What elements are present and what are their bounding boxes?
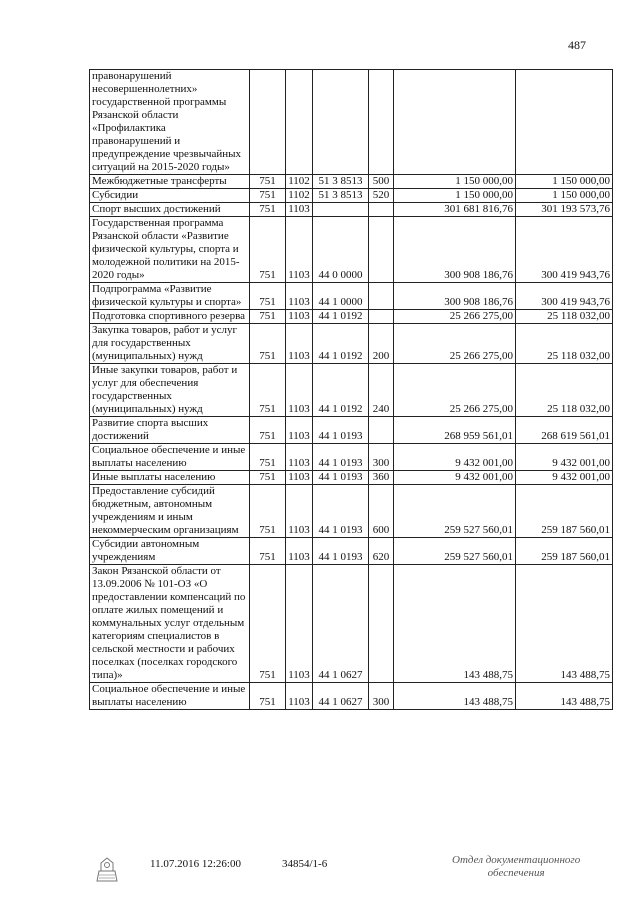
ministry-code-cell: 751 (250, 217, 286, 283)
section-code-cell: 1103 (286, 485, 313, 538)
table-row (90, 310, 613, 324)
ministry-code-cell: 751 (250, 565, 286, 683)
target-article-cell (313, 70, 369, 175)
section-code-cell: 1102 (286, 189, 313, 203)
row-name-cell: Закупка товаров, работ и услуг для государственных (муниципальных) нужд (90, 324, 250, 364)
expense-type-cell (369, 217, 394, 283)
amount-2017-cell: 25 118 032,00 (516, 364, 613, 417)
target-article-cell: 44 1 0627 (313, 683, 369, 710)
footer-datetime: 11.07.2016 12:26:00 (150, 858, 241, 870)
ministry-code-cell: 751 (250, 175, 286, 189)
ministry-code-cell: 751 (250, 203, 286, 217)
expense-type-cell: 520 (369, 189, 394, 203)
row-name-cell: правонарушений несовершеннолетних» государственной программы Рязанской области «Профилактика правонарушений и предупреждение чрезвычайных ситуаций на 2015-2020 годы» (90, 70, 250, 175)
table-row (90, 485, 613, 538)
ministry-code-cell: 751 (250, 471, 286, 485)
row-name-cell: Иные выплаты населению (90, 471, 250, 485)
section-code-cell: 1103 (286, 283, 313, 310)
table-row (90, 189, 613, 203)
amount-2016-cell: 268 959 561,01 (394, 417, 516, 444)
table-row (90, 565, 613, 683)
page-number: 487 (568, 38, 586, 52)
amount-2017-cell: 259 187 560,01 (516, 538, 613, 565)
target-article-cell: 44 1 0193 (313, 471, 369, 485)
expense-type-cell (369, 310, 394, 324)
amount-2017-cell: 300 419 943,76 (516, 217, 613, 283)
section-code-cell: 1103 (286, 217, 313, 283)
target-article-cell: 44 1 0193 (313, 485, 369, 538)
amount-2017-cell: 9 432 001,00 (516, 471, 613, 485)
section-code-cell: 1102 (286, 175, 313, 189)
section-code-cell: 1103 (286, 565, 313, 683)
row-name-cell: Подготовка спортивного резерва (90, 310, 250, 324)
row-name-cell: Закон Рязанской области от 13.09.2006 № 101-ОЗ «О предоставлении компенсаций по оплате жилых помещений и коммунальных услуг отдельным категориям специалистов в сельской местности и рабочих поселках (поселках городского типа)» (90, 565, 250, 683)
table-row (90, 683, 613, 710)
expense-type-cell: 500 (369, 175, 394, 189)
expense-type-cell: 200 (369, 324, 394, 364)
expense-type-cell (369, 565, 394, 683)
amount-2016-cell: 301 681 816,76 (394, 203, 516, 217)
amount-2017-cell: 25 118 032,00 (516, 324, 613, 364)
expense-type-cell (369, 417, 394, 444)
amount-2017-cell: 1 150 000,00 (516, 189, 613, 203)
amount-2016-cell: 259 527 560,01 (394, 485, 516, 538)
table-row (90, 283, 613, 310)
expense-type-cell: 240 (369, 364, 394, 417)
amount-2016-cell: 9 432 001,00 (394, 444, 516, 471)
target-article-cell: 44 1 0192 (313, 324, 369, 364)
section-code-cell: 1103 (286, 417, 313, 444)
section-code-cell: 1103 (286, 310, 313, 324)
ministry-code-cell: 751 (250, 364, 286, 417)
amount-2016-cell: 25 266 275,00 (394, 310, 516, 324)
coat-of-arms-icon (93, 853, 121, 883)
table-row (90, 417, 613, 444)
amount-2016-cell (394, 70, 516, 175)
table-row (90, 203, 613, 217)
table-row (90, 324, 613, 364)
target-article-cell: 51 3 8513 (313, 175, 369, 189)
table-row (90, 175, 613, 189)
table-row (90, 538, 613, 565)
amount-2017-cell: 300 419 943,76 (516, 283, 613, 310)
budget-table-body (90, 70, 613, 710)
section-code-cell: 1103 (286, 471, 313, 485)
row-name-cell: Социальное обеспечение и иные выплаты населению (90, 683, 250, 710)
ministry-code-cell: 751 (250, 324, 286, 364)
target-article-cell (313, 203, 369, 217)
expense-type-cell: 620 (369, 538, 394, 565)
amount-2016-cell: 9 432 001,00 (394, 471, 516, 485)
section-code-cell: 1103 (286, 444, 313, 471)
expense-type-cell: 360 (369, 471, 394, 485)
target-article-cell: 44 1 0627 (313, 565, 369, 683)
target-article-cell: 44 1 0193 (313, 417, 369, 444)
section-code-cell: 1103 (286, 683, 313, 710)
ministry-code-cell: 751 (250, 485, 286, 538)
department-line-1: Отдел документационного (452, 854, 581, 866)
section-code-cell: 1103 (286, 364, 313, 417)
ministry-code-cell: 751 (250, 417, 286, 444)
target-article-cell: 44 1 0192 (313, 364, 369, 417)
target-article-cell: 44 0 0000 (313, 217, 369, 283)
amount-2017-cell: 259 187 560,01 (516, 485, 613, 538)
table-row (90, 471, 613, 485)
target-article-cell: 44 1 0193 (313, 444, 369, 471)
amount-2016-cell: 300 908 186,76 (394, 283, 516, 310)
footer-doc-code: 34854/1-6 (282, 858, 328, 870)
amount-2016-cell: 25 266 275,00 (394, 324, 516, 364)
expense-type-cell (369, 283, 394, 310)
section-code-cell: 1103 (286, 324, 313, 364)
target-article-cell: 51 3 8513 (313, 189, 369, 203)
table-row (90, 364, 613, 417)
amount-2017-cell: 25 118 032,00 (516, 310, 613, 324)
target-article-cell: 44 1 0192 (313, 310, 369, 324)
expense-type-cell: 300 (369, 683, 394, 710)
row-name-cell: Субсидии (90, 189, 250, 203)
ministry-code-cell: 751 (250, 189, 286, 203)
ministry-code-cell: 751 (250, 283, 286, 310)
target-article-cell: 44 1 0193 (313, 538, 369, 565)
amount-2017-cell: 143 488,75 (516, 565, 613, 683)
amount-2016-cell: 259 527 560,01 (394, 538, 516, 565)
row-name-cell: Иные закупки товаров, работ и услуг для обеспечения государственных (муниципальных) нужд (90, 364, 250, 417)
row-name-cell: Государственная программа Рязанской области «Развитие физической культуры, спорта и молодежной политики на 2015-2020 годы» (90, 217, 250, 283)
row-name-cell: Социальное обеспечение и иные выплаты населению (90, 444, 250, 471)
expense-type-cell: 300 (369, 444, 394, 471)
amount-2016-cell: 143 488,75 (394, 683, 516, 710)
ministry-code-cell: 751 (250, 683, 286, 710)
table-row (90, 444, 613, 471)
expense-type-cell: 600 (369, 485, 394, 538)
amount-2016-cell: 25 266 275,00 (394, 364, 516, 417)
table-row (90, 70, 613, 175)
ministry-code-cell: 751 (250, 310, 286, 324)
ministry-code-cell: 751 (250, 538, 286, 565)
row-name-cell: Развитие спорта высших достижений (90, 417, 250, 444)
amount-2017-cell (516, 70, 613, 175)
table-row (90, 217, 613, 283)
amount-2017-cell: 268 619 561,01 (516, 417, 613, 444)
amount-2016-cell: 143 488,75 (394, 565, 516, 683)
section-code-cell (286, 70, 313, 175)
budget-table (89, 69, 613, 710)
row-name-cell: Предоставление субсидий бюджетным, автономным учреждениям и иным некоммерческим организациям (90, 485, 250, 538)
amount-2016-cell: 1 150 000,00 (394, 189, 516, 203)
amount-2016-cell: 300 908 186,76 (394, 217, 516, 283)
department-line-2: обеспечения (487, 867, 545, 879)
section-code-cell: 1103 (286, 203, 313, 217)
amount-2016-cell: 1 150 000,00 (394, 175, 516, 189)
amount-2017-cell: 1 150 000,00 (516, 175, 613, 189)
row-name-cell: Субсидии автономным учреждениям (90, 538, 250, 565)
row-name-cell: Спорт высших достижений (90, 203, 250, 217)
amount-2017-cell: 143 488,75 (516, 683, 613, 710)
row-name-cell: Межбюджетные трансферты (90, 175, 250, 189)
ministry-code-cell (250, 70, 286, 175)
expense-type-cell (369, 203, 394, 217)
amount-2017-cell: 9 432 001,00 (516, 444, 613, 471)
amount-2017-cell: 301 193 573,76 (516, 203, 613, 217)
department-stamp (452, 854, 580, 880)
expense-type-cell (369, 70, 394, 175)
section-code-cell: 1103 (286, 538, 313, 565)
row-name-cell: Подпрограмма «Развитие физической культуры и спорта» (90, 283, 250, 310)
target-article-cell: 44 1 0000 (313, 283, 369, 310)
ministry-code-cell: 751 (250, 444, 286, 471)
